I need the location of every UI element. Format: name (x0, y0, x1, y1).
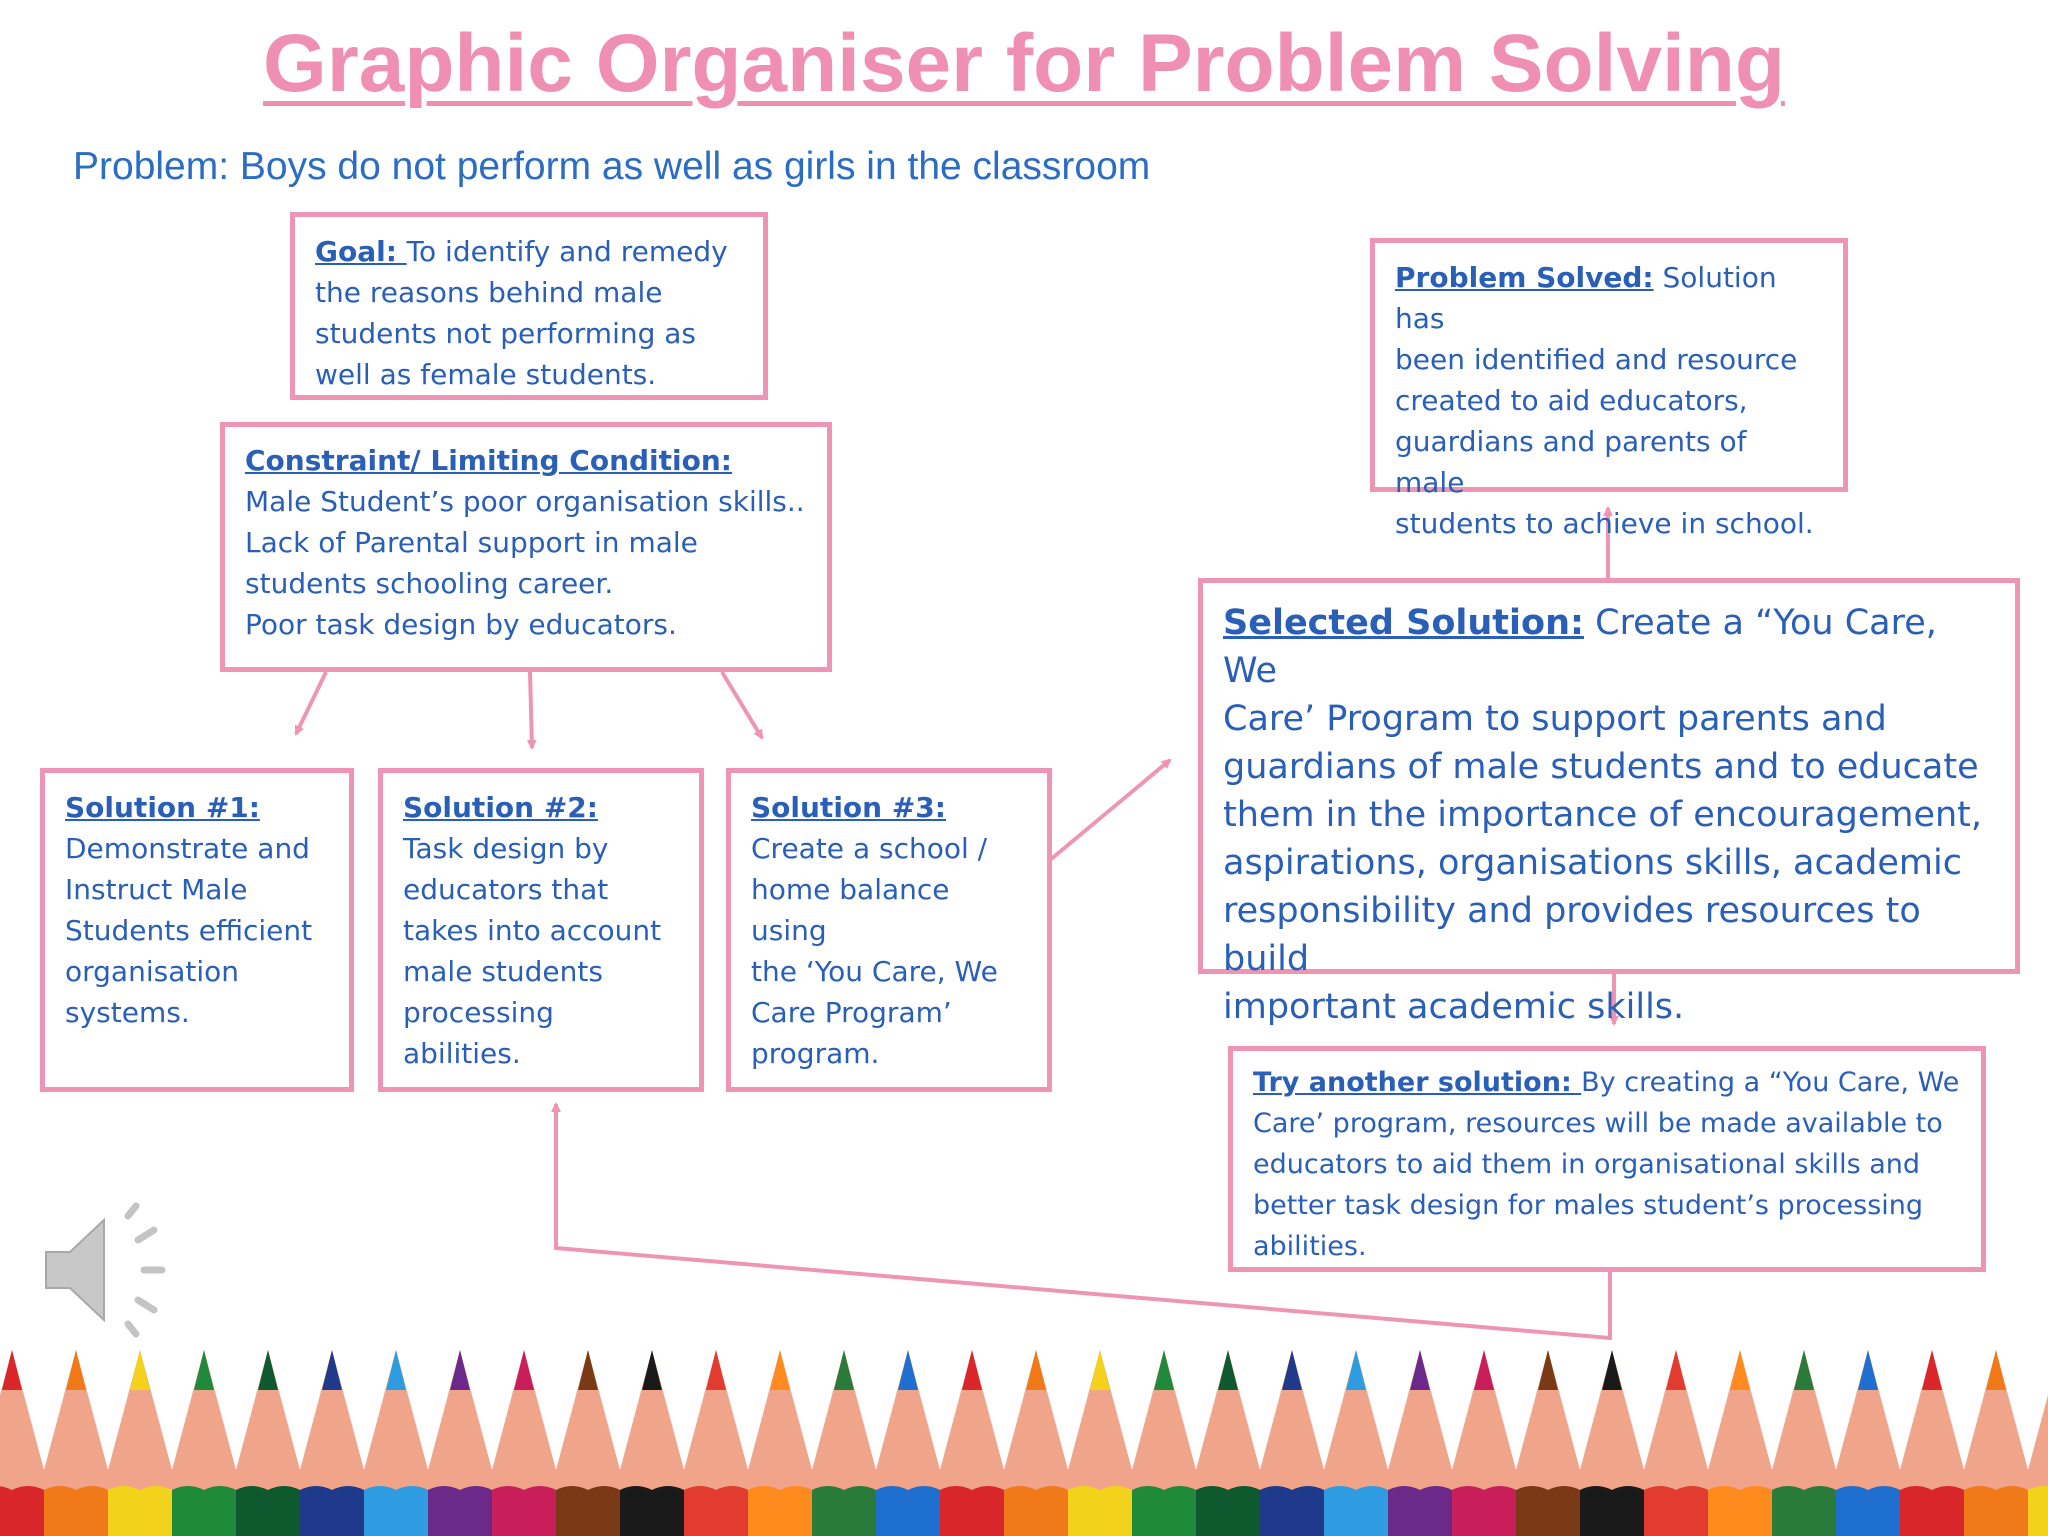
speaker-icon[interactable] (40, 1200, 180, 1340)
pencils-border (0, 1350, 2048, 1536)
try-another-line: educators to aid them in organisational skills and (1253, 1149, 1921, 1180)
arrow-constraint-to-solution3 (722, 672, 762, 738)
solution-2-box (378, 768, 704, 1092)
solution-1-line: Demonstrate and (65, 832, 310, 865)
solution-3-box (726, 768, 1052, 1092)
arrow-constraint-to-solution1 (296, 672, 326, 734)
solution-1-heading: Solution #1: (65, 791, 260, 824)
problem-solved-line: been identified and resource (1395, 343, 1798, 376)
problem-solved-line: students to achieve in school. (1395, 507, 1814, 540)
solution-3-heading: Solution #3: (751, 791, 946, 824)
constraint-heading: Constraint/ Limiting Condition: (245, 444, 732, 477)
solution-3-line: program. (751, 1037, 880, 1070)
selected-solution-line: Create a “You Care, We (1223, 603, 1937, 691)
goal-line: To identify and remedy (406, 235, 728, 268)
selected-solution-line: guardians of male students and to educate (1223, 747, 1979, 787)
constraint-line: students schooling career. (245, 567, 614, 600)
constraint-line: Lack of Parental support in male (245, 526, 698, 559)
goal-line: students not performing as (315, 317, 697, 350)
try-another-line: By creating a “You Care, We (1581, 1067, 1960, 1098)
goal-heading: Goal: (315, 235, 407, 268)
problem-solved-line: guardians and parents of male (1395, 425, 1747, 499)
arrow-solution3-to-selected (1050, 760, 1170, 860)
constraint-line: Male Student’s poor organisation skills.. (245, 485, 805, 518)
solution-1-line: systems. (65, 996, 190, 1029)
selected-solution-heading: Selected Solution: (1223, 603, 1584, 643)
goal-line: well as female students. (315, 358, 657, 391)
selected-solution-line: them in the importance of encouragement, (1223, 795, 1983, 835)
goal-box (290, 212, 768, 400)
problem-solved-heading: Problem Solved: (1395, 261, 1654, 294)
solution-3-line: Care Program’ (751, 996, 952, 1029)
selected-solution-line: Care’ Program to support parents and (1223, 699, 1887, 739)
try-another-heading: Try another solution: (1253, 1067, 1582, 1098)
problem-solved-line: Solution has (1395, 261, 1777, 335)
constraint-box (220, 422, 832, 672)
arrow-constraint-to-solution2 (530, 672, 532, 748)
selected-solution-box (1198, 578, 2020, 1027)
solution-2-line: male students (403, 955, 603, 988)
solution-2-line: processing abilities. (403, 996, 554, 1070)
solution-1-box (40, 768, 354, 1092)
try-another-solution-box (1228, 1046, 1986, 1272)
selected-solution-line: responsibility and provides resources to build (1223, 891, 1921, 979)
solution-3-line: Create a school / (751, 832, 988, 865)
solution-2-line: Task design by (403, 832, 609, 865)
problem-solved-box (1370, 238, 1848, 540)
goal-line: the reasons behind male (315, 276, 663, 309)
problem-solved-line: created to aid educators, (1395, 384, 1748, 417)
solution-1-line: Students efficient (65, 914, 313, 947)
try-another-line: better task design for males student’s processing (1253, 1190, 1924, 1221)
selected-solution-line: important academic skills. (1223, 987, 1685, 1027)
solution-3-line: home balance using (751, 873, 950, 947)
selected-solution-line: aspirations, organisations skills, academic (1223, 843, 1962, 883)
solution-1-line: organisation (65, 955, 239, 988)
solution-2-line: takes into account (403, 914, 662, 947)
try-another-line: Care’ program, resources will be made available to (1253, 1108, 1943, 1139)
solution-1-line: Instruct Male (65, 873, 248, 906)
solution-2-heading: Solution #2: (403, 791, 598, 824)
solution-2-line: educators that (403, 873, 609, 906)
constraint-line: Poor task design by educators. (245, 608, 677, 641)
problem-statement: Problem: Boys do not perform as well as girls in the classroom (73, 145, 1151, 188)
solution-3-line: the ‘You Care, We (751, 955, 998, 988)
try-another-line: abilities. (1253, 1231, 1367, 1262)
page-title: Graphic Organiser for Problem Solving (263, 18, 1785, 109)
